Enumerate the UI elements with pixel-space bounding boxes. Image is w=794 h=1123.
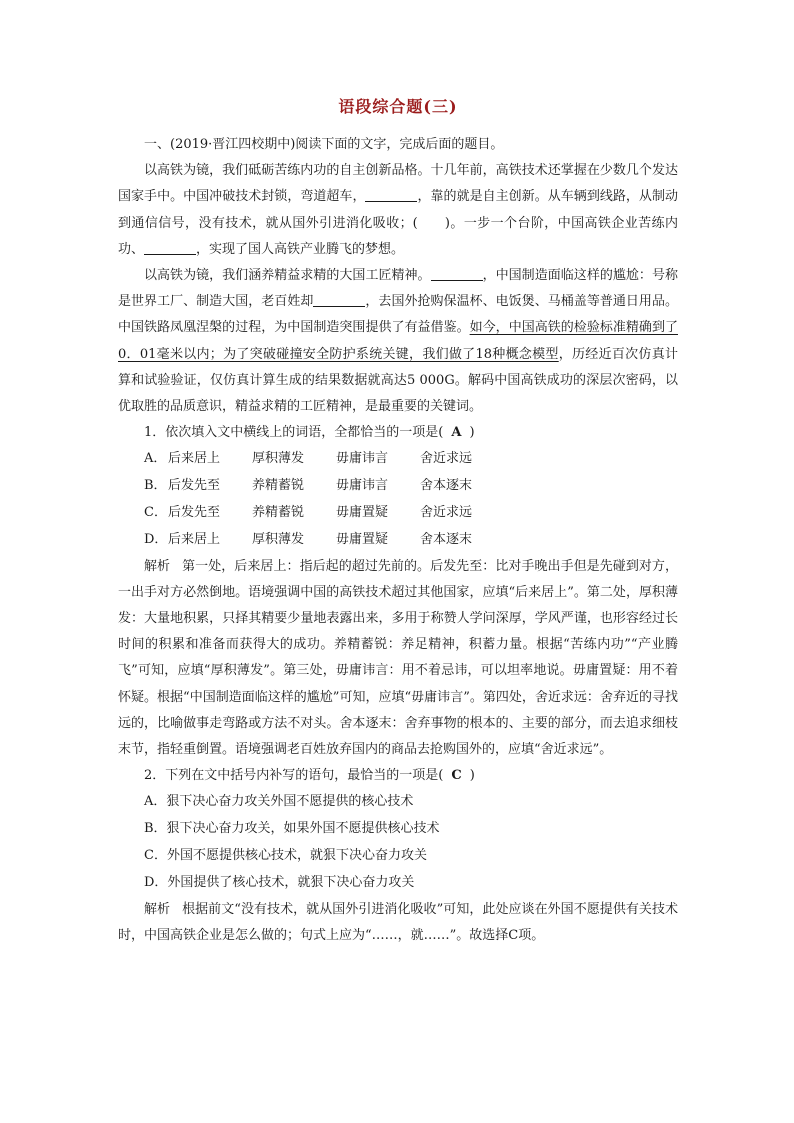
option-key: A． [144, 451, 167, 467]
option-word: 舍本逐末 [420, 531, 473, 547]
option-b: B．狠下决心奋力攻关，如果外国不愿提供核心技术 [144, 821, 440, 837]
option-key: C． [144, 505, 167, 521]
passage-text: ，中国制造面临这样的尴尬：号称是世界工厂、制造大国，老百姓却 [118, 268, 678, 310]
option-key: B． [144, 478, 167, 494]
analysis-text: 第一处，后来居上：指后起的超过先前的。后发先至：比对手晚出手但是先碰到对方，一出手对方必然倒地。语境强调中国的高铁技术超过其他国家，应填“后来居上”。第二处，厚积薄发：大量地积累，只择其精要少量地表露出来，多用于称赞人学问深厚，学风严谨，也形容经过长时间的积累和准备而获得大的成功。养精蓄锐：养足精神，积蓄力量。根据“苦练内功”“产业腾飞”可知，应填“厚积薄发”。第三处，毋庸讳言：用不着忌讳，可以坦率地说。毋庸置疑：用不着怀疑。根据“中国制造面临这样的尴尬”可知，应填“毋庸讳言”。第四处，舍近求远：舍弃近的寻找远的，比喻做事走弯路或方法不对头。舍本逐末：舍弃事物的根本的、主要的部分，而去追求细枝末节，指轻重倒置。语境强调老百姓放弃国内的商品去抢购国外的，应填“舍近求远”。 [118, 558, 678, 758]
option-word: 养精蓄锐 [252, 505, 305, 521]
option-word: 毋庸讳言 [336, 451, 389, 467]
option-word: 养精蓄锐 [252, 478, 305, 494]
option-d [118, 527, 678, 554]
option-c [118, 500, 678, 527]
passage-text: ，去国外抢购保温杯、电饭煲、马桶盖等普通日用品。中国铁路凤凰涅槃的过程，为中国制造突围提供了有益借鉴。 [118, 294, 678, 336]
fill-blank [431, 266, 483, 281]
document-page [118, 96, 678, 949]
fill-blank [144, 240, 196, 255]
question-1-analysis [118, 554, 678, 764]
option-word: 后发先至 [168, 505, 221, 521]
question-1-stem [118, 420, 678, 446]
option-key: D． [144, 531, 168, 547]
question-stem-close: ) [469, 768, 475, 784]
option-d: D．外国提供了核心技术，就狠下决心奋力攻关 [144, 874, 415, 890]
passage-paragraph-1 [118, 158, 678, 263]
option-word: 舍本逐末 [420, 478, 473, 494]
question-stem-close: ) [469, 425, 475, 441]
passage-text: ，历经近百次仿真计算和试验验证，仅仿真计算生成的结果数据就高达5 000G。解码中国高铁成功的深层次密码，以优取胜的品质意识，精益求精的工匠精神，是最重要的关键词。 [118, 346, 678, 415]
option-word: 厚积薄发 [252, 531, 305, 547]
option-word: 舍近求远 [420, 505, 473, 521]
analysis-text: 根据前文“没有技术，就从国外引进消化吸收”可知，此处应谈在外国不愿提供有关技术时，中国高铁企业是怎么做的；句式上应为“……，就……”。故选择C项。 [118, 901, 678, 943]
question-2-analysis [118, 897, 678, 949]
page-title: 语段综合题(三) [338, 97, 458, 116]
option-word: 厚积薄发 [252, 451, 305, 467]
passage-text: ，实现了国人高铁产业腾飞的梦想。 [196, 241, 405, 257]
option-word: 舍近求远 [420, 451, 473, 467]
section-intro: 一、(2019·晋江四校期中)阅读下面的文字，完成后面的题目。 [144, 137, 504, 152]
answer-mark: C [451, 768, 462, 784]
question-stem-text: 2．下列在文中括号内补写的语句，最恰当的一项是( [144, 768, 444, 784]
passage-text: ，靠的就是自主创新。从车辆到线路，从制动到通信信号，没有技术，就从国外引进消化吸收；( )。一步一个台阶，中国高铁企业苦练内功、 [118, 189, 678, 257]
analysis-label: 解析 [144, 901, 171, 917]
passage-text: 以高铁为镜，我们涵养精益求精的大国工匠精神。 [144, 268, 431, 284]
option-a [118, 446, 678, 473]
passage-text: 以高铁为镜，我们砥砺苦练内功的自主创新品格。十几年前，高铁技术还掌握在少数几个发达国家手中。中国冲破技术封锁，弯道超车， [118, 163, 678, 205]
answer-mark: A [451, 425, 462, 441]
option-word: 毋庸置疑 [336, 531, 389, 547]
fill-blank [313, 292, 365, 307]
option-a: A．狠下决心奋力攻关外国不愿提供的核心技术 [144, 794, 414, 810]
analysis-label: 解析 [144, 558, 171, 574]
option-word: 毋庸讳言 [336, 478, 389, 494]
option-word: 毋庸置疑 [336, 505, 389, 521]
option-word: 后来居上 [168, 531, 221, 547]
option-c: C．外国不愿提供核心技术，就狠下决心奋力攻关 [144, 848, 427, 864]
question-2-stem [118, 763, 678, 789]
underlined-sentence: 如今，中国高铁的检验标准精确到了0．01毫米以内；为了突破碰撞安全防护系统关键，我们做了18种概念模型 [118, 320, 678, 362]
option-word: 后发先至 [168, 478, 221, 494]
fill-blank [365, 187, 417, 202]
question-stem-text: 1．依次填入文中横线上的词语，全都恰当的一项是( [144, 425, 444, 441]
option-word: 后来居上 [168, 451, 221, 467]
passage-paragraph-2 [118, 263, 678, 420]
option-b [118, 473, 678, 500]
